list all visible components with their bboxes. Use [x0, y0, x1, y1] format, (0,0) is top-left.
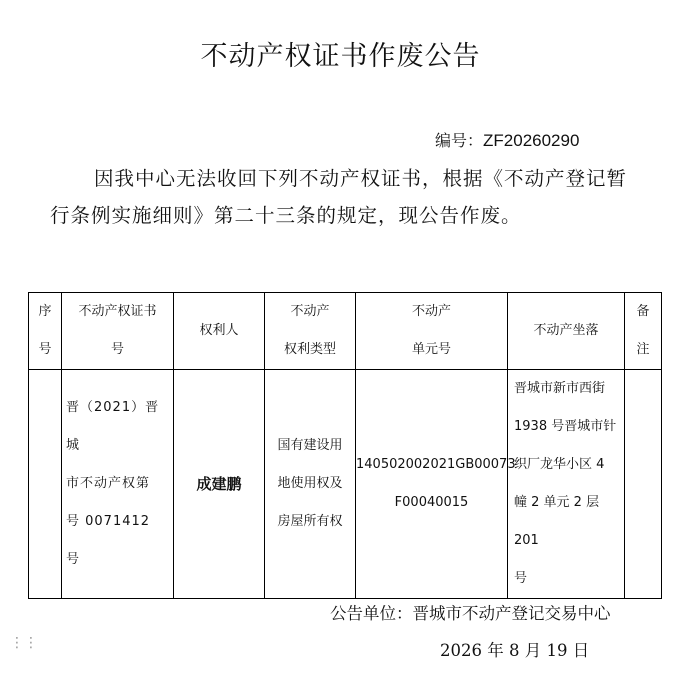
cell-owner: 成建鹏: [174, 370, 265, 599]
table-row: [29, 370, 662, 599]
header-right-type: 不动产 权利类型: [265, 293, 356, 370]
header-cert-no: 不动产权证书 号: [62, 293, 174, 370]
document-number-value: ZF20260290: [483, 131, 580, 150]
header-note: 备 注: [625, 293, 662, 370]
cell-cert-no: 晋（2021）晋城 市不动产权第 号 0071412 号: [62, 370, 174, 599]
cell-note: [625, 370, 662, 599]
cell-location: 晋城市新市西街 1938 号晋城市针 织厂龙华小区 4 幢 2 单元 2 层 201 号: [508, 370, 625, 599]
document-number: [435, 128, 579, 151]
cell-seq: [29, 370, 62, 599]
drag-handle-icon[interactable]: ⋮⋮: [10, 635, 38, 651]
table-header-row: [29, 293, 662, 370]
header-unit-no: 不动产 单元号: [356, 293, 508, 370]
document-number-label: 编号：: [435, 131, 484, 150]
header-seq: 序 号: [29, 293, 62, 370]
notice-title: 不动产权证书作废公告: [200, 41, 481, 72]
header-location: 不动产坐落: [508, 293, 625, 370]
certificate-table: [28, 292, 662, 599]
issuing-organization: 公告单位：晋城市不动产登记交易中心: [330, 604, 611, 623]
cell-unit-no: 140502002021GB00073 F00040015: [356, 370, 508, 599]
notice-body: 因我中心无法收回下列不动产权证书，根据《不动产登记暂行条例实施细则》第二十三条的规定，现公告作废。: [50, 167, 628, 227]
header-owner: 权利人: [174, 293, 265, 370]
cell-right-type: 国有建设用 地使用权及 房屋所有权: [265, 370, 356, 599]
notice-date: 2026 年 8 月 19 日: [440, 641, 590, 660]
